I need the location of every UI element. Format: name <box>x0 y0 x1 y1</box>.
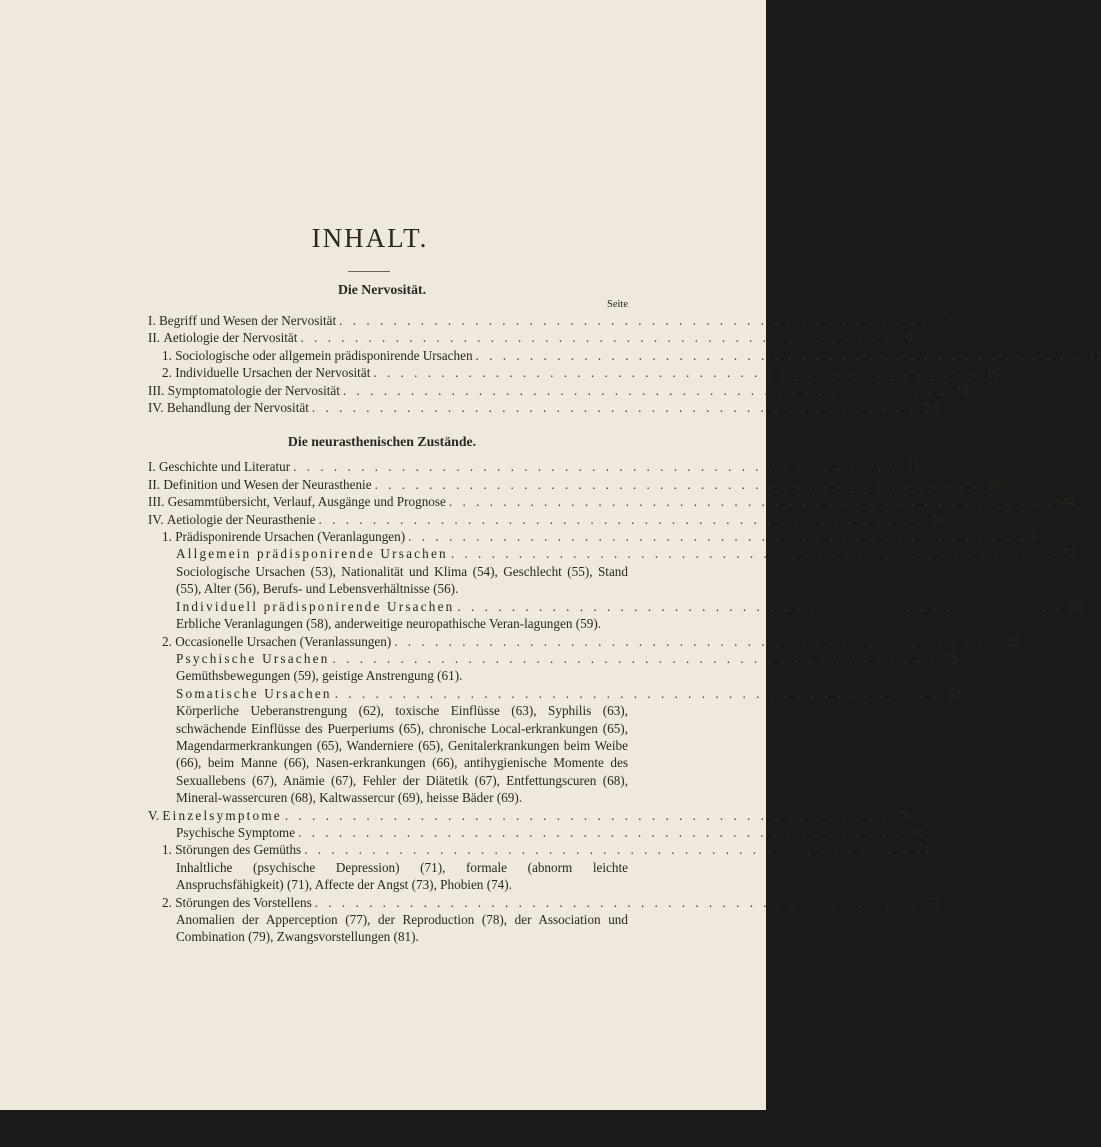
entry-page: 59 <box>1006 633 1021 649</box>
leader-dots: . . . . . . . . . . . . . . . . . . . . . . . . . . . . . . . . . . . . . . . . . . . . . <box>448 494 1054 510</box>
entry-number: II. <box>148 330 161 346</box>
leader-dots: . . . . . . . . . . . . . . . . . . . . . . . . . . . . . . . . . . . . . . . . . . . . . <box>450 546 1056 562</box>
leader-dots: . . . . . . . . . . . . . . . . . . . . . . . . . . . . . . . . . . . . . . . . . . . . . <box>475 347 1081 363</box>
entry-number: 1. <box>162 842 172 858</box>
toc-entry[interactable] <box>148 399 938 416</box>
page-title: INHALT. <box>311 223 429 253</box>
toc-entry[interactable] <box>148 685 961 702</box>
table-of-contents <box>148 280 1101 946</box>
entry-number: 1. <box>162 347 172 363</box>
section-gap <box>148 416 628 432</box>
entry-label: Prädisponirende Ursachen (Veranlagungen) <box>175 529 406 545</box>
entry-label: Individuell prädisponirende Ursachen <box>176 598 455 614</box>
entry-number: V. <box>148 807 160 823</box>
section-heading-nervositaet: Die Nervosität. <box>337 282 427 297</box>
entry-page: 70 <box>910 824 924 840</box>
entry-page: 19 <box>955 382 969 398</box>
toc-entry[interactable] <box>148 458 920 475</box>
toc-entry[interactable] <box>148 329 913 346</box>
entry-label: Geschichte und Literatur <box>159 459 291 475</box>
toc-entry[interactable] <box>148 476 1001 493</box>
entry-number: 2. <box>162 365 172 381</box>
entry-page: 50 <box>931 511 945 527</box>
entry-page: 16 <box>986 365 1000 381</box>
entry-page: 77 <box>927 894 941 910</box>
entry-label: Einzelsymptome <box>162 807 282 823</box>
toc-entry[interactable] <box>148 511 945 528</box>
leader-dots: . . . . . . . . . . . . . . . . . . . . . . . . . . . . . . . . . . . . . . . . . . . . . <box>332 650 938 666</box>
toc-entry[interactable] <box>148 824 924 841</box>
entry-label: Somatische Ursachen <box>176 685 332 701</box>
leader-dots: . . . . . . . . . . . . . . . . . . . . . . . . . . . . . . . . . . . . . . . . . . . . . <box>374 476 980 492</box>
entry-label: Symptomatologie der Nervosität <box>167 382 340 398</box>
section-heading-neurasthenie: Die neurasthenischen Zustände. <box>287 434 477 450</box>
leader-dots: . . . . . . . . . . . . . . . . . . . . . . . . . . . . . . . . . . . . . . . . . . . . . <box>334 685 940 701</box>
entry-label: Aetiologie der Nervosität <box>163 330 298 346</box>
entry-number: 1. <box>162 529 172 545</box>
entry-label: Behandlung der Nervosität <box>166 400 309 416</box>
entry-note: Inhaltliche (psychische Depression) (71), formale (abnorm leichte Anspruchsfähigkeit) (71), Affecte der Angst (73), Phobien (74). <box>176 859 628 893</box>
entry-label: Gesammtübersicht, Verlauf, Ausgänge und Prognose <box>167 494 446 510</box>
leader-dots: . . . . . . . . . . . . . . . . . . . . . . . . . . . . . . . . . . . . . . . . . . . . <box>339 313 931 328</box>
toc-entry[interactable] <box>148 807 911 824</box>
leader-dots: . . . . . . . . . . . . . . . . . . . . . . . . . . . . . . . . . . . . . . . . . . . . . <box>394 633 1000 649</box>
entry-page: 70 <box>897 807 911 823</box>
toc-entry[interactable] <box>148 364 1000 381</box>
entry-note: Anomalien der Apperception (77), der Reproduction (78), der Association und Combination (79), Zwangsvorstellungen (81). <box>176 912 628 945</box>
entry-number: 2. <box>162 633 172 649</box>
toc-entry[interactable] <box>148 598 1084 615</box>
entry-label: Allgemein prädisponirende Ursachen <box>176 546 448 562</box>
entry-label: Individuelle Ursachen der Nervosität <box>175 365 371 381</box>
toc-entry[interactable] <box>148 347 1101 364</box>
entry-page: 62 <box>947 685 961 701</box>
entry-page: 44 <box>1061 494 1075 510</box>
entry-number: II. <box>148 476 161 492</box>
entry-page: 11 <box>1088 347 1101 363</box>
entry-label: Begriff und Wesen der Nervosität <box>159 313 337 328</box>
toc-entry[interactable] <box>148 841 931 858</box>
entry-page: 53 <box>1063 546 1077 562</box>
entry-label: Sociologische oder allgemein prädisponirende Ursachen <box>175 347 473 363</box>
leader-dots: . . . . . . . . . . . . . . . . . . . . . . . . . . . . . . . . . . . . . . . . . . . . . <box>318 511 924 527</box>
entry-number: I. <box>148 313 156 328</box>
entry-note: Körperliche Ueberanstrengung (62), toxische Einflüsse (63), Syphilis (63), schwächende Einflüsse des Puerperiums (65), chronische Local-erkrankungen (65), Magendarmerkrankungen (65), Wanderniere (65), Genitalerkrankungen beim Weibe (66), beim Manne (66), Nasen-erkrankungen (66), antihygienische Momente des Sexuallebens (67), Anämie (67), Fehler der Diätetik (67), Entfettungscuren (68), Mineral-wassercuren (68), Kaltwassercur (69), heisse Bäder (69). <box>176 703 628 806</box>
entry-number: III. <box>148 494 165 510</box>
entry-label: Psychische Ursachen <box>176 650 330 666</box>
entry-number: IV. <box>148 400 164 416</box>
entry-page: 33 <box>905 459 920 475</box>
toc-entry[interactable] <box>148 312 952 329</box>
entry-page: 23 <box>924 400 938 416</box>
entry-page: 53 <box>1020 529 1035 545</box>
entry-page: 58 <box>1070 598 1084 614</box>
entry-label: Definition und Wesen der Neurasthenie <box>163 476 372 492</box>
toc-entry[interactable] <box>148 894 941 911</box>
entry-page: 3 <box>944 313 952 328</box>
entry-note: Sociologische Ursachen (53), Nationalität und Klima (54), Geschlecht (55), Stand (55), Alter (56), Berufs- und Lebensverhältnisse (56). <box>176 563 628 597</box>
leader-dots: . . . . . . . . . . . . . . . . . . . . . . . . . . . . . . . . . . . . . . . . . . . . . <box>408 529 1014 545</box>
toc-entry[interactable] <box>148 650 959 667</box>
entry-number: 2. <box>162 894 172 910</box>
leader-dots: . . . . . . . . . . . . . . . . . . . . . . . . . . . . . . . . . . . . . . . . . . . . . <box>304 842 910 858</box>
entry-note: Gemüthsbewegungen (59), geistige Anstrengung (61). <box>176 668 463 684</box>
toc-entry[interactable] <box>148 528 1035 545</box>
title-divider <box>348 271 390 272</box>
toc-entry[interactable] <box>148 493 1075 510</box>
entry-page: 59 <box>945 650 959 666</box>
entry-page: 36 <box>987 476 1001 492</box>
leader-dots: . . . . . . . . . . . . . . . . . . . . . . . . . . . . . . . . . . . . . . . . . . . . . <box>457 598 1063 614</box>
leader-dots: . . . . . . . . . . . . . . . . . . . . . . . . . . . . . . . . . . . . . . . . . . . . . <box>373 365 979 381</box>
entry-page: 9 <box>906 330 913 346</box>
entry-label: Occasionelle Ursachen (Veranlassungen) <box>175 633 392 649</box>
toc-entry[interactable] <box>148 545 1077 562</box>
leader-dots: . . . . . . . . . . . . . . . . . . . . . . . . . . . . . . . . . . . . . . . . . . . . . <box>342 382 948 398</box>
toc-entry[interactable] <box>148 633 1021 650</box>
entry-note: Erbliche Veranlagungen (58), anderweitige neuropathische Veran-lagungen (59). <box>176 616 602 632</box>
entry-number: IV. <box>148 511 164 527</box>
leader-dots: . . . . . . . . . . . . . . . . . . . . . . . . . . . . . . . . . . . . . . . . . . . . . <box>298 824 903 840</box>
toc-entry[interactable] <box>148 382 969 399</box>
entry-label: Störungen des Vorstellens <box>175 894 312 910</box>
entry-number: I. <box>148 459 156 475</box>
entry-page: 71 <box>916 842 931 858</box>
leader-dots: . . . . . . . . . . . . . . . . . . . . . . . . . . . . . . . . . . . . . . . . . . . . . <box>284 807 890 823</box>
entry-label: Psychische Symptome <box>176 824 296 840</box>
entry-label: Aetiologie der Neurasthenie <box>166 511 316 527</box>
page-column-label: Seite <box>607 299 628 310</box>
leader-dots: . . . . . . . . . . . . . . . . . . . . . . . . . . . . . . . . . . . . . . . . . . . . . <box>293 459 899 475</box>
leader-dots: . . . . . . . . . . . . . . . . . . . . . . . . . . . . . . . . . . . . . . . . . . . . . <box>311 400 917 416</box>
leader-dots: . . . . . . . . . . . . . . . . . . . . . . . . . . . . . . . . . . . . . . . . . . . . <box>300 330 892 346</box>
leader-dots: . . . . . . . . . . . . . . . . . . . . . . . . . . . . . . . . . . . . . . . . . . . . . <box>314 894 920 910</box>
entry-label: Störungen des Gemüths <box>175 842 302 858</box>
entry-number: III. <box>148 382 165 398</box>
